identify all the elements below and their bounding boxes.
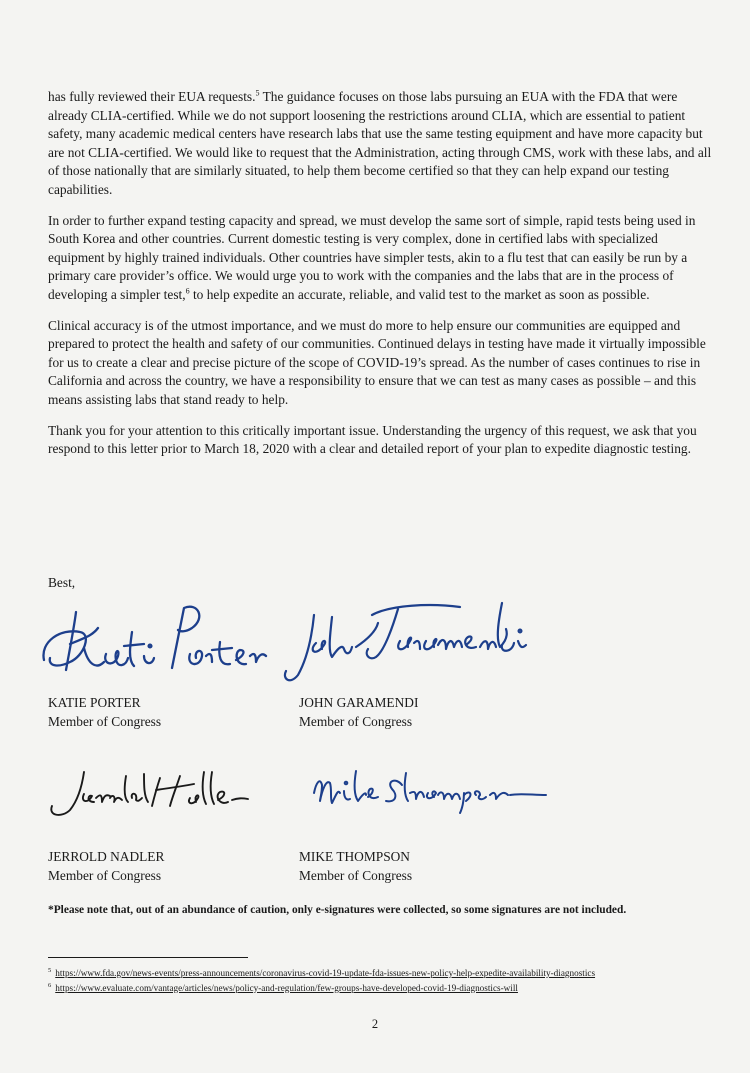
footnote-link[interactable]: https://www.evaluate.com/vantage/articles/news/policy-and-regulation/few-groups-have-developed-covid-19-diagnostics-will <box>55 982 518 993</box>
paragraph-1: has fully reviewed their EUA requests.$^5$ The guidance focuses on those labs pursuing an EUA with the FDA that were already CLIA-certified. While we do not support loosening the restrictions around CLIA, which are essential to patient safety, many academic medical centers have research labs that use the same testing equipment and have more capacity but are not CLIA-certified. We would like to request that the Administration, acting through CMS, work with these labs, and all of those nationally that are similarly situated, to help them become certified so that they can help expand our testing capabilities. <box>48 88 712 197</box>
paragraph-2: In order to further expand testing capacity and spread, we must develop the same sort of simple, rapid tests being used in South Korea and other countries. Current domestic testing is very complex, done in certified labs with specialized equipment by highly trained individuals. Other countries have simpler tests, akin to a flu test that can easily be run by a primary care provider’s office. We would urge you to work with the companies and the labs that are in the process of developing a simpler test,$^6$ to help expedite an accurate, reliable, and valid test to the market as soon as possible. <box>48 212 696 302</box>
signer-name: KATIE PORTER <box>48 695 141 710</box>
signer-name: JOHN GARAMENDI <box>299 695 419 710</box>
footnote-divider <box>48 957 248 958</box>
page-number: 2 <box>371 1017 379 1031</box>
signer-john-garamendi <box>299 694 418 731</box>
paragraph-3: Clinical accuracy is of the utmost importance, and we must do more to help ensure our communities are equipped and prepared to protect the health and safety of our communities. Continued delays in testing have made it virtually impossible for us to create a clear and precise picture of the scope of COVID-19’s spread. As the number of cases continues to rise in California and across the country, we have a responsibility to ensure that we can test as many cases as possible – and this means assisting labs that stand ready to help. <box>48 317 706 407</box>
signer-title: Member of Congress <box>299 713 413 729</box>
letter-body <box>48 88 714 471</box>
footnote-5: $^5$ https://www.fda.gov/news-events/press-announcements/coronavirus-covid-19-update-fda-issues-new-policy-help-expedite-availability-diagnostics <box>48 967 596 979</box>
footnotes <box>48 965 688 994</box>
footnote-6: $^6$ https://www.evaluate.com/vantage/articles/news/policy-and-regulation/few-groups-have-developed-covid-19-diagnostics-will <box>48 981 518 993</box>
signature-note: *Please note that, out of an abundance of caution, only e-signatures were collected, so some signatures are not included. <box>48 904 627 916</box>
signer-title: Member of Congress <box>48 713 162 729</box>
signer-jerrold-nadler <box>48 848 164 885</box>
signer-title: Member of Congress <box>48 867 162 883</box>
signer-katie-porter <box>48 694 161 731</box>
signature-jerrold-nadler <box>44 768 254 823</box>
signer-mike-thompson <box>299 848 412 885</box>
signature-katie-porter <box>40 598 270 683</box>
signer-name: MIKE THOMPSON <box>299 849 410 864</box>
signature-mike-thompson <box>310 765 560 815</box>
signature-john-garamendi <box>280 595 570 690</box>
closing: Best, <box>48 575 76 590</box>
paragraph-4: Thank you for your attention to this critically important issue. Understanding the urgency of this request, we ask that you respond to this letter prior to March 18, 2020 with a clear and detailed report of your plan to expedite diagnostic testing. <box>48 422 697 457</box>
signer-name: JERROLD NADLER <box>48 849 165 864</box>
signer-title: Member of Congress <box>299 867 413 883</box>
footnote-link[interactable]: https://www.fda.gov/news-events/press-announcements/coronavirus-covid-19-update-fda-issues-new-policy-help-expedite-availability-diagnostics <box>55 968 596 979</box>
